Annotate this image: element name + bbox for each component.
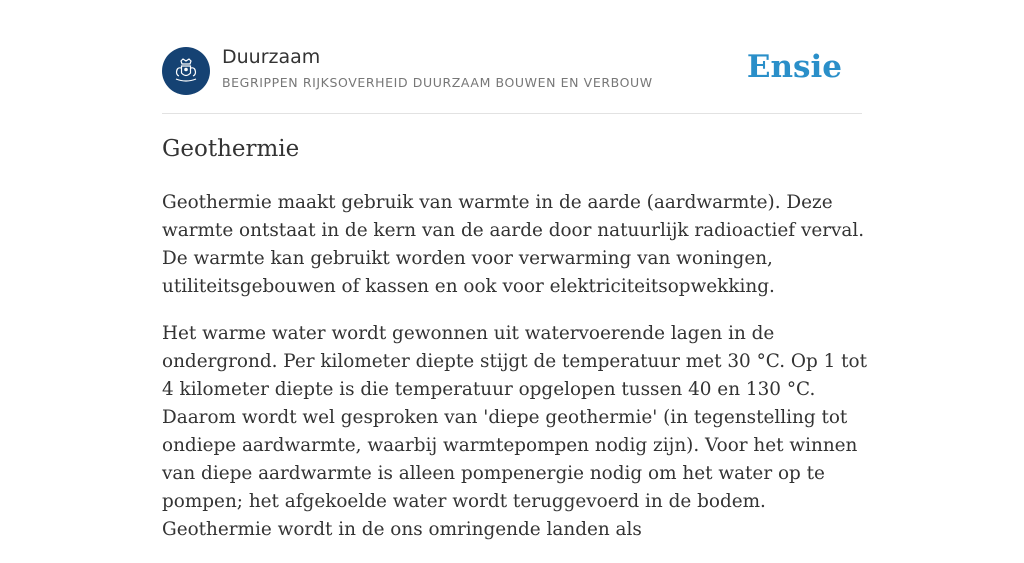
paragraph: Geothermie maakt gebruik van warmte in de aarde (aardwarmte). Deze warmte ontstaat in de kern van de aarde door natuurlijk radioactief verval. De warmte kan gebruikt worden voor verwarming van woningen, utiliteitsgebouwen of kassen en ook voor elektriciteitsopwekking. <box>162 192 865 297</box>
header <box>162 45 862 114</box>
paragraph: Het warme water wordt gewonnen uit watervoerende lagen in de ondergrond. Per kilometer diepte stijgt de temperatuur met 30 °C. Op 1 tot 4 kilometer diepte is die temperatuur opgelopen tussen 40 en 130 °C. Daarom wordt wel gesproken van 'diepe geothermie' (in tegenstelling tot ondiepe aardwarmte, waarbij warmtepompen nodig zijn). Voor het winnen van diepe aardwarmte is alleen pompenergie nodig om het water op te pompen; het afgekoelde water wordt teruggevoerd in de bodem. Geothermie wordt in de ons omringende landen als <box>162 323 867 540</box>
coat-of-arms-graphic <box>171 56 201 86</box>
term-title: Geothermie <box>162 136 300 162</box>
ensie-logo[interactable]: Ensie <box>746 49 842 85</box>
dictionary-title[interactable]: Duurzaam <box>222 46 321 68</box>
coat-of-arms-icon[interactable] <box>162 47 210 95</box>
article-body <box>162 189 874 563</box>
dictionary-subtitle: BEGRIPPEN RIJKSOVERHEID DUURZAAM BOUWEN EN VERBOUW <box>222 75 653 90</box>
